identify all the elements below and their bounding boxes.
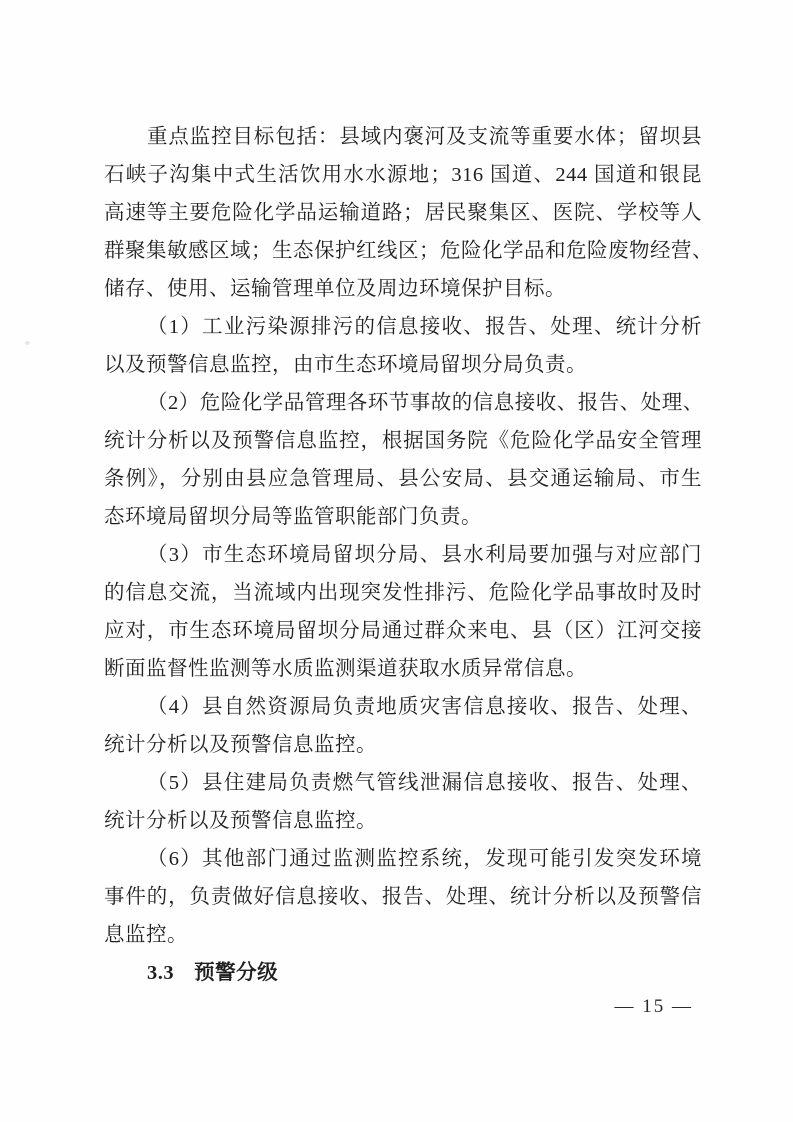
section-number: 3.3 [147,962,175,984]
paragraph [104,840,702,954]
paragraph [104,688,702,764]
text-line: 条例》，分别由县应急管理局、县公安局、县交通运输局、市生 [104,468,702,490]
text-line: （6）其他部门通过监测监控系统，发现可能引发突发环境 [147,848,702,870]
paragraph [104,384,702,536]
document-body [104,118,713,992]
text-line: （3）市生态环境局留坝分局、县水利局要加强与对应部门 [147,544,702,566]
text-line: （5）县住建局负责燃气管线泄漏信息接收、报告、处理、 [147,772,702,794]
text-line: 断面监督性监测等水质监测渠道获取水质异常信息。 [104,658,587,680]
text-line: 态环境局留坝分局等监管职能部门负责。 [104,506,482,528]
text-line: 群聚集敏感区域；生态保护红线区；危险化学品和危险废物经营、 [104,240,713,262]
text-line: 储存、使用、运输管理单位及周边环境保护目标。 [104,278,566,300]
text-line: （1）工业污染源排污的信息接收、报告、处理、统计分析 [147,316,702,338]
text-line: 息监控。 [104,924,188,946]
section-heading [104,954,702,992]
text-line: 统计分析以及预警信息监控，根据国务院《危险化学品安全管理 [104,430,702,452]
section-title: 预警分级 [194,962,279,984]
paragraph [104,536,702,688]
text-line: 统计分析以及预警信息监控。 [104,810,377,832]
paragraph [104,308,702,384]
text-line: 事件的，负责做好信息接收、报告、处理、统计分析以及预警信 [104,886,702,908]
text-line: 以及预警信息监控，由市生态环境局留坝分局负责。 [104,354,587,376]
text-line: 重点监控目标包括：县域内褒河及支流等重要水体；留坝县 [147,126,702,148]
paragraph [104,764,702,840]
text-line: （2）危险化学品管理各环节事故的信息接收、报告、处理、 [147,392,704,414]
text-line: 石峡子沟集中式生活饮用水水源地；316 国道、244 国道和银昆 [104,164,702,186]
scan-artifact [25,341,30,345]
text-line: 统计分析以及预警信息监控。 [104,734,377,756]
text-line: 高速等主要危险化学品运输道路；居民聚集区、医院、学校等人 [104,202,702,224]
text-line: 的信息交流，当流域内出现突发性排污、危险化学品事故时及时 [104,582,702,604]
text-line: 应对，市生态环境局留坝分局通过群众来电、县（区）江河交接 [104,620,702,642]
paragraph [104,118,713,308]
text-line: （4）县自然资源局负责地质灾害信息接收、报告、处理、 [147,696,702,718]
page-number: — 15 — [614,996,693,1017]
